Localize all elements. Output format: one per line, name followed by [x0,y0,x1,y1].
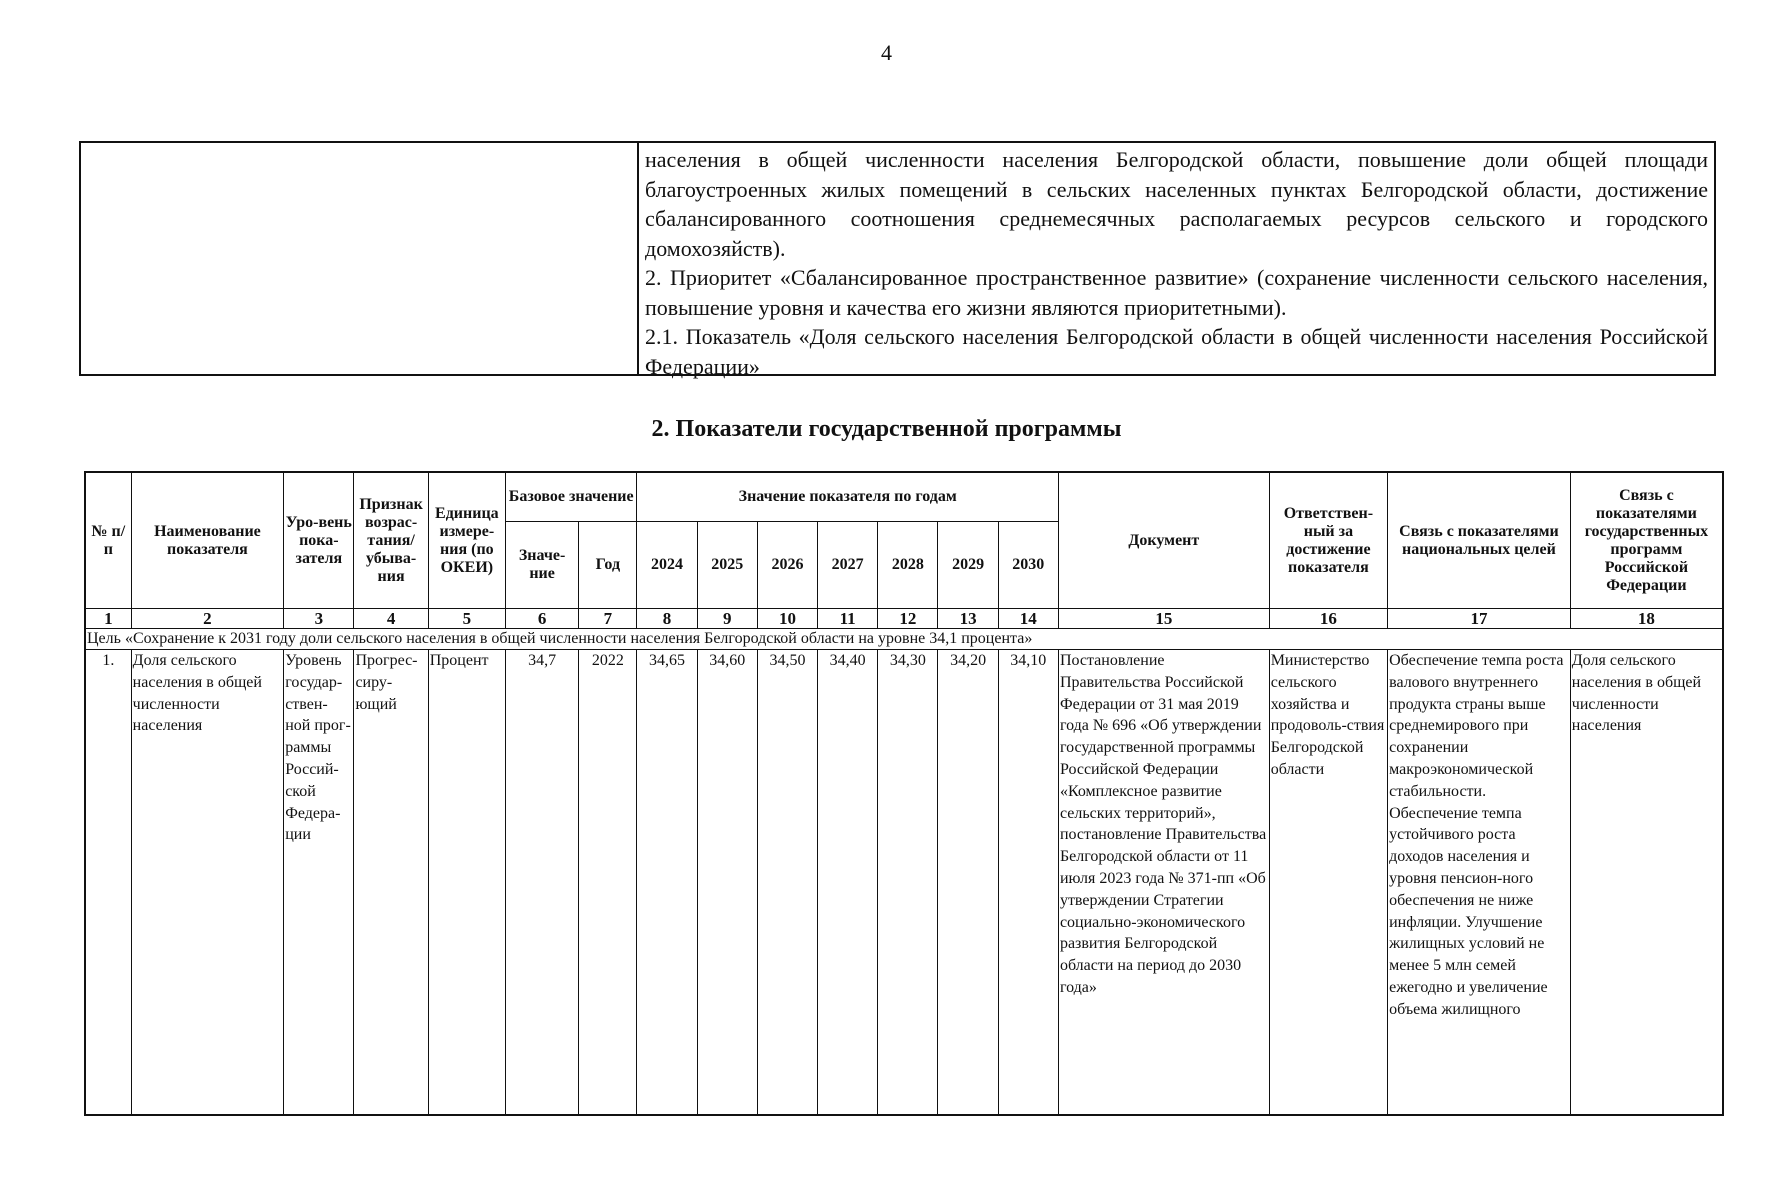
column-number: 2 [131,609,284,629]
cell-value-2029: 34,20 [938,650,998,1116]
column-number: 18 [1570,609,1723,629]
header-year: 2027 [818,522,878,609]
column-number: 5 [428,609,505,629]
column-number: 17 [1388,609,1571,629]
cell-value-2030: 34,10 [998,650,1058,1116]
header-responsible: Ответствен-ный за достижение показателя [1269,472,1387,609]
column-number: 9 [697,609,757,629]
paragraph: 2. Приоритет «Сбалансированное пространственное развитие» (сохранение численности сельского населения, повышение уровня и качества его жизни являются приоритетными). [645,265,1708,320]
column-number: 11 [818,609,878,629]
cell-base-value: 34,7 [505,650,578,1116]
column-number: 7 [579,609,637,629]
header-year: 2026 [757,522,817,609]
goal-text: Цель «Сохранение к 2031 году доли сельского населения в общей численности населения Белгородской области на уровне 34,1 процента» [85,629,1723,650]
paragraph: 2.1. Показатель «Доля сельского населения Белгородской области в общей численности населения Российской Федерации» [645,324,1708,379]
column-number: 10 [757,609,817,629]
header-name: Наименование показателя [131,472,284,609]
cell-level: Уровень государ-ствен-ной прог-раммы Россий-ской Федера-ции [284,650,354,1116]
column-number: 14 [998,609,1058,629]
header-unit: Единица измере-ния (по ОКЕИ) [428,472,505,609]
cell-document: Постановление Правительства Российской Федерации от 31 мая 2019 года № 696 «Об утверждении государственной программы Российской Федерации «Комплексное развитие сельских территорий», постановление Правительства Белгородской области от 11 июля 2023 года № 371-пп «Об утверждении Стратегии социально-экономического развития Белгородской области на период до 2030 года» [1058,650,1269,1116]
header-year: 2030 [998,522,1058,609]
table-row [85,650,1723,1116]
header-num: № п/п [85,472,131,609]
cell-state-program-link: Доля сельского населения в общей численности населения [1570,650,1723,1116]
cell-value-2027: 34,40 [818,650,878,1116]
column-number: 16 [1269,609,1387,629]
cell-sign: Прогрес-сиру-ющий [354,650,428,1116]
cell-num: 1. [85,650,131,1116]
column-number: 8 [637,609,697,629]
cell-unit: Процент [428,650,505,1116]
header-sign: Признак возрас-тания/ убыва-ния [354,472,428,609]
header-year: 2028 [878,522,938,609]
cell-value-2025: 34,60 [697,650,757,1116]
header-level: Уро-вень пока-зателя [284,472,354,609]
header-state-programs: Связь с показателями государственных программ Российской Федерации [1570,472,1723,609]
header-year: 2024 [637,522,697,609]
header-year: 2025 [697,522,757,609]
indicators-table [84,471,1724,1116]
column-number-row [85,609,1723,629]
column-number: 4 [354,609,428,629]
cell-value-2028: 34,30 [878,650,938,1116]
column-number: 3 [284,609,354,629]
column-number: 12 [878,609,938,629]
column-number: 15 [1058,609,1269,629]
continuation-box [79,141,1716,379]
goal-row [85,629,1723,650]
cell-responsible: Министерство сельского хозяйства и продоволь-ствия Белгородской области [1269,650,1387,1116]
header-years-group: Значение показателя по годам [637,472,1058,522]
column-number: 1 [85,609,131,629]
cell-national-goals: Обеспечение темпа роста валового внутреннего продукта страны выше среднемирового при сохранении макроэкономической стабильности. Обеспечение темпа устойчивого роста доходов населения и уровня пенсион-ного обеспечения не ниже инфляции. Улучшение жилищных условий не менее 5 млн семей ежегодно и увеличение объема жилищного [1388,650,1571,1116]
header-base-group: Базовое значение [505,472,636,522]
continuation-box-text [639,143,1714,379]
column-number: 13 [938,609,998,629]
column-number: 6 [505,609,578,629]
cell-base-year: 2022 [579,650,637,1116]
header-base-year: Год [579,522,637,609]
page-number: 4 [881,40,892,65]
header-year: 2029 [938,522,998,609]
cell-value-2024: 34,65 [637,650,697,1116]
header-national: Связь с показателями национальных целей [1388,472,1571,609]
paragraph: населения в общей численности населения Белгородской области, повышение доли общей площади благоустроенных жилых помещений в сельских населенных пунктах Белгородской области, достижение сбалансированного соотношения среднемесячных располагаемых ресурсов сельского и городского домохозяйств). [645,147,1708,261]
continuation-box-empty-cell [81,143,639,374]
section-title: 2. Показатели государственной программы [651,416,1122,442]
header-base-value: Значе-ние [505,522,578,609]
cell-value-2026: 34,50 [757,650,817,1116]
header-document: Документ [1058,472,1269,609]
cell-name: Доля сельского населения в общей численности населения [131,650,284,1116]
